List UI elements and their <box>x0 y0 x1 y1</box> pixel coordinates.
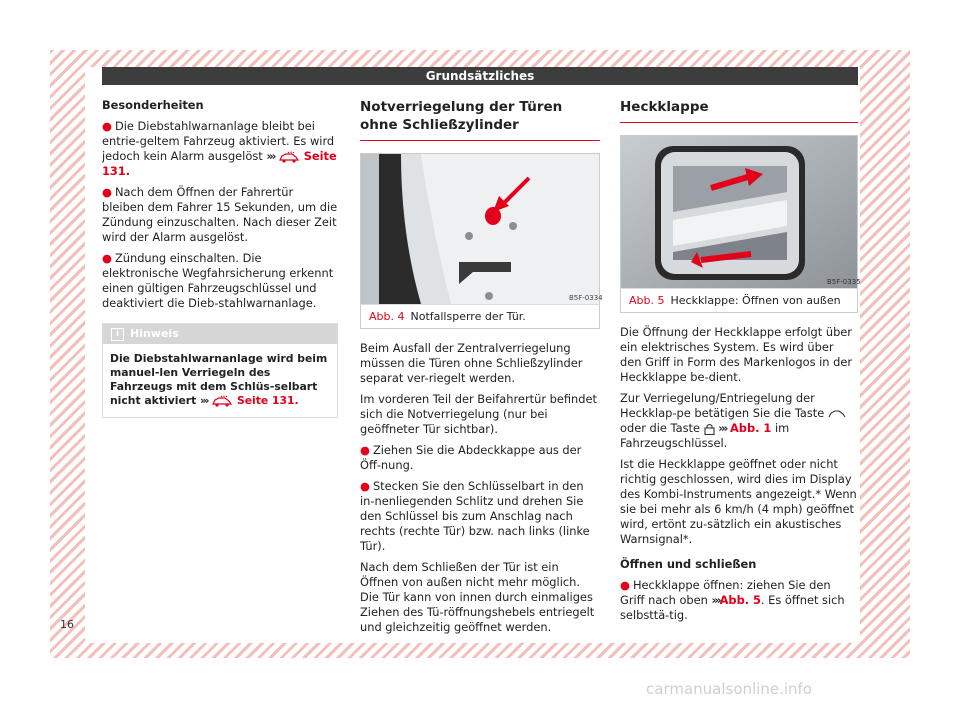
list-item <box>102 251 338 311</box>
ref-arrows: ››› <box>200 394 208 407</box>
figure-caption-text: Notfallsperre der Tür. <box>410 310 526 323</box>
hinweis-box <box>102 323 338 418</box>
page-number: 16 <box>60 618 74 631</box>
page-link[interactable]: Seite 131. <box>236 394 299 407</box>
page-link[interactable]: Seite 131. <box>102 149 337 178</box>
watermark: carmanualsonline.info <box>646 680 812 698</box>
section-header: Grundsätzliches <box>102 67 858 85</box>
figure-caption-text: Heckklappe: Öffnen von außen <box>670 294 841 307</box>
list-item <box>102 119 338 179</box>
ref-arrows: ››› <box>711 593 720 607</box>
bullet-text: Zündung einschalten. Die elektronische Wegfahrsicherung erkennt einen gültigen Fahrzeugschlüssel und deaktiviert die Dieb-stahlwarnanlage. <box>102 251 334 310</box>
heading-besonderheiten: Besonderheiten <box>102 98 204 112</box>
figure-link[interactable]: Abb. 5 <box>719 593 761 607</box>
paragraph: Im vorderen Teil der Beifahrertür befindet sich die Notverriegelung (nur bei geöffneter Tür sichtbar). <box>360 392 597 436</box>
paragraph: Ist die Heckklappe geöffnet oder nicht richtig geschlossen, wird dies im Display des Kombi-Instruments angezeigt.* Wenn sie bei mehr als 6 km/h (4 mph) geöffnet wird, ertönt zu-sätzlich ein akustisches Warnsignal*. <box>620 457 857 546</box>
figure-link[interactable]: Abb. 1 <box>729 421 772 435</box>
paragraph: Die Öffnung der Heckklappe erfolgt über ein elektrisches System. Es wird über den Griff in Form des Markenlogos in der Heckklappe be-dient. <box>620 325 853 384</box>
list-item <box>360 479 600 554</box>
list-item <box>620 578 858 623</box>
bullet-text: Heckklappe öffnen: ziehen Sie den Griff nach oben <box>620 578 831 607</box>
figure-caption <box>621 288 857 312</box>
paragraph-text: Zur Verriegelung/Entriegelung der Heckklap-pe betätigen Sie die Taste <box>620 391 825 420</box>
bullet-text: . Es öffnet sich selbsttä-tig. <box>620 593 845 622</box>
heading-heckklappe: Heckklappe <box>620 98 858 123</box>
hinweis-title: Hinweis <box>130 327 179 340</box>
figure-caption <box>361 304 599 328</box>
door-lock-image <box>361 154 603 304</box>
car-alarm-icon <box>211 395 233 407</box>
info-icon: i <box>111 328 124 341</box>
bullet-icon: ● <box>360 443 370 457</box>
bullet-icon: ● <box>102 251 112 265</box>
paragraph: Beim Ausfall der Zentralverriegelung müssen die Türen ohne Schließzylinder separat ver-riegelt werden. <box>360 341 583 385</box>
bullet-icon: ● <box>102 119 112 133</box>
car-alarm-icon <box>278 151 300 163</box>
figure-code: B5F-0334 <box>569 294 603 302</box>
bullet-icon: ● <box>102 185 112 199</box>
bullet-text: Die Diebstahlwarnanlage bleibt bei entrie-geltem Fahrzeug aktiviert. Es wird jedoch kein Alarm ausgelöst <box>102 119 335 163</box>
list-item <box>360 443 600 473</box>
column-heckklappe <box>620 98 861 629</box>
heading-notverriegelung: Notverriegelung der Türen ohne Schließzylinder <box>360 98 600 141</box>
column-besonderheiten <box>102 98 338 418</box>
figure-tailgate <box>620 135 861 313</box>
ref-arrows: ››› <box>266 149 275 163</box>
bullet-text: Ziehen Sie die Abdeckkappe aus der Öff-nung. <box>360 443 582 472</box>
list-item <box>102 185 338 245</box>
hinweis-text: Die Diebstahlwarnanlage wird beim manuel-len Verriegeln des Fahrzeugs mit dem Schlüs-selbart nicht aktiviert <box>110 352 328 407</box>
bullet-text: Stecken Sie den Schlüsselbart in den in-nenliegenden Schlitz und drehen Sie den Schlüssel bis zum Anschlag nach rechts (rechte Tür) bzw. nach links (linke Tür). <box>360 479 590 553</box>
figure-door-lock <box>360 153 603 329</box>
bullet-text: Nach dem Öffnen der Fahrertür bleiben dem Fahrer 15 Sekunden, um die Zündung einzuschalten. Nach dieser Zeit wird der Alarm ausgelöst. <box>102 185 338 244</box>
hinweis-body <box>103 344 337 417</box>
paragraph-text: oder die Taste <box>620 421 700 435</box>
car-open-icon <box>828 409 846 419</box>
bullet-icon: ● <box>620 578 630 592</box>
paragraph <box>620 391 858 451</box>
figure-number: Abb. 5 <box>629 294 665 307</box>
paragraph-text: im Fahrzeugschlüssel. <box>620 421 790 450</box>
figure-number: Abb. 4 <box>369 310 405 323</box>
hinweis-header <box>103 324 337 344</box>
lock-icon <box>704 423 715 435</box>
tailgate-logo-image <box>621 136 861 288</box>
figure-code: B5F-0335 <box>827 278 861 286</box>
bullet-icon: ● <box>360 479 370 493</box>
ref-arrows: ››› <box>718 421 727 435</box>
column-notverriegelung <box>360 98 603 641</box>
paragraph: Nach dem Schließen der Tür ist ein Öffnen von außen nicht mehr möglich. Die Tür kann von innen durch einmaliges Ziehen des Tü-röffnungshebels entriegelt und gleichzeitig geöffnet werden. <box>360 560 595 634</box>
subheading-oeffnen: Öffnen und schließen <box>620 557 757 571</box>
